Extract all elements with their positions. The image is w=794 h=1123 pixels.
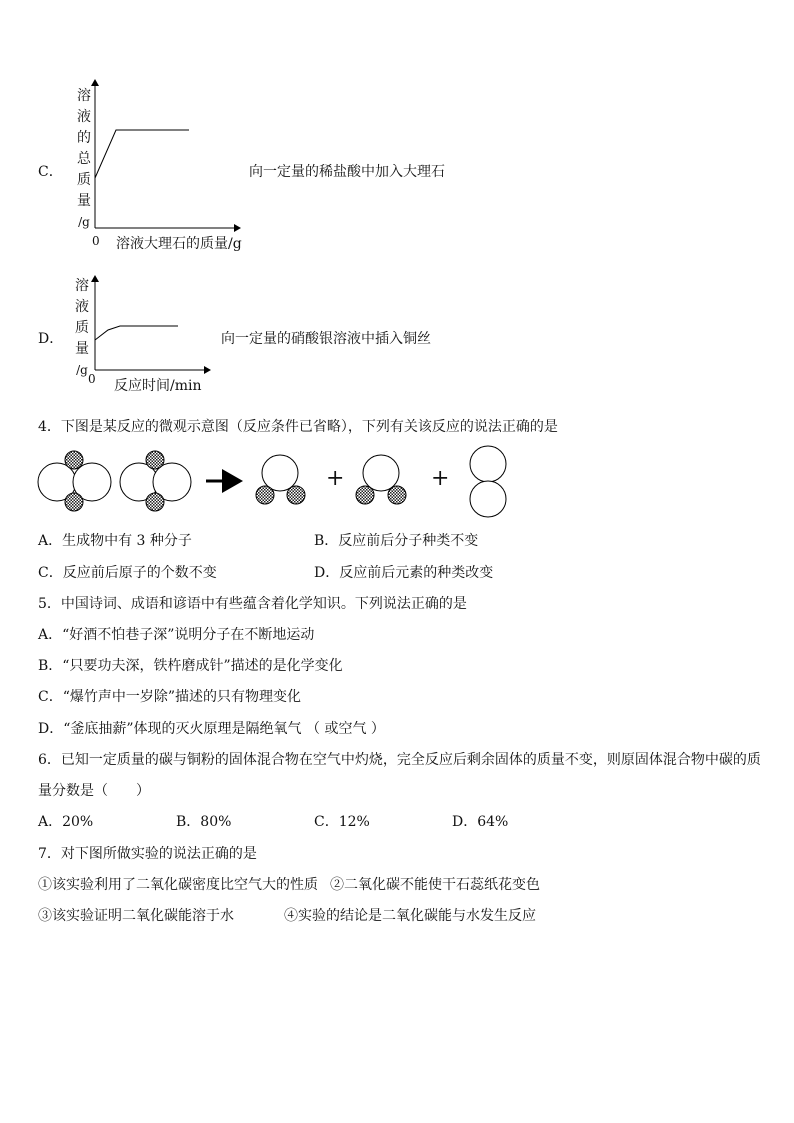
- option-d-letter: D．: [38, 331, 64, 347]
- y-label-char: 量: [77, 193, 91, 209]
- option-c: C．反应前后原子的个数不变: [38, 565, 217, 581]
- graph-c-curve: [95, 130, 189, 178]
- option-d: D．反应前后元素的种类改变: [314, 565, 494, 581]
- y-label-unit: /g: [78, 215, 90, 229]
- graph-c-x-label: 溶液大理石的质量/g: [116, 236, 242, 252]
- option-c: C．“爆竹声中一岁除”描述的只有物理变化: [38, 689, 302, 705]
- y-label-char: 液: [75, 299, 89, 315]
- statement-4: ④实验的结论是二氧化碳能与水发生反应: [284, 908, 536, 924]
- option-a: A．20%: [38, 814, 94, 830]
- graph-c-plot: [95, 80, 240, 228]
- graph-c-origin: 0: [92, 234, 100, 248]
- graph-c-caption: 向一定量的稀盐酸中加入大理石: [249, 164, 445, 180]
- product-molecule: [356, 455, 406, 504]
- option-b: B．80%: [176, 814, 232, 830]
- option-d: D．64%: [452, 814, 509, 830]
- option-b: B．“只要功夫深，铁杵磨成针”描述的是化学变化: [38, 658, 343, 674]
- product-molecule: [470, 446, 506, 517]
- y-label-unit: /g: [76, 363, 88, 377]
- y-label-char: 溶: [75, 278, 89, 294]
- statement-3: ③该实验证明二氧化碳能溶于水: [38, 908, 234, 924]
- y-label-char: 质: [77, 172, 91, 188]
- statement-2: ②二氧化碳不能使干石蕊纸花变色: [330, 877, 540, 893]
- y-label-char: 的: [77, 130, 91, 146]
- question-stem: 4．下图是某反应的微观示意图（反应条件已省略），下列有关该反应的说法正确的是: [38, 419, 558, 435]
- graph-d-x-label: 反应时间/min: [114, 378, 202, 394]
- option-a: A．“好酒不怕巷子深”说明分子在不断地运动: [38, 627, 315, 643]
- question-stem-line1: 6．已知一定质量的碳与铜粉的固体混合物在空气中灼烧，完全反应后剩余固体的质量不变，则原固体混合物中碳的质: [38, 752, 761, 768]
- statement-1: ①该实验利用了二氧化碳密度比空气大的性质: [38, 877, 318, 893]
- graph-d-caption: 向一定量的硝酸银溶液中插入铜丝: [221, 331, 431, 347]
- y-label-char: 液: [77, 109, 91, 125]
- question-stem: 7．对下图所做实验的说法正确的是: [38, 846, 257, 862]
- question-stem: 5．中国诗词、成语和谚语中有些蕴含着化学知识。下列说法正确的是: [38, 596, 467, 612]
- option-b: B．反应前后分子种类不变: [314, 533, 479, 549]
- graph-d-plot: [95, 276, 210, 370]
- y-label-char: 溶: [77, 88, 91, 104]
- option-c: C．12%: [314, 814, 370, 830]
- option-d: D．“釜底抽薪”体现的灭火原理是隔绝氧气 （ 或空气 ）: [38, 721, 385, 737]
- product-molecule: [256, 455, 305, 504]
- y-label-char: 总: [77, 151, 91, 167]
- y-label-char: 量: [75, 341, 89, 357]
- y-label-char: 质: [75, 320, 89, 336]
- reactant-molecule: [38, 451, 111, 511]
- plus-sign: +: [326, 466, 345, 491]
- reactant-molecule: [120, 451, 191, 511]
- graph-d-origin: 0: [88, 372, 96, 386]
- plus-sign: +: [431, 466, 450, 491]
- graph-d-curve: [95, 326, 178, 340]
- question-stem-line2: 量分数是（ ）: [38, 783, 150, 799]
- option-c-letter: C．: [38, 164, 63, 180]
- option-a: A．生成物中有 3 种分子: [38, 533, 192, 549]
